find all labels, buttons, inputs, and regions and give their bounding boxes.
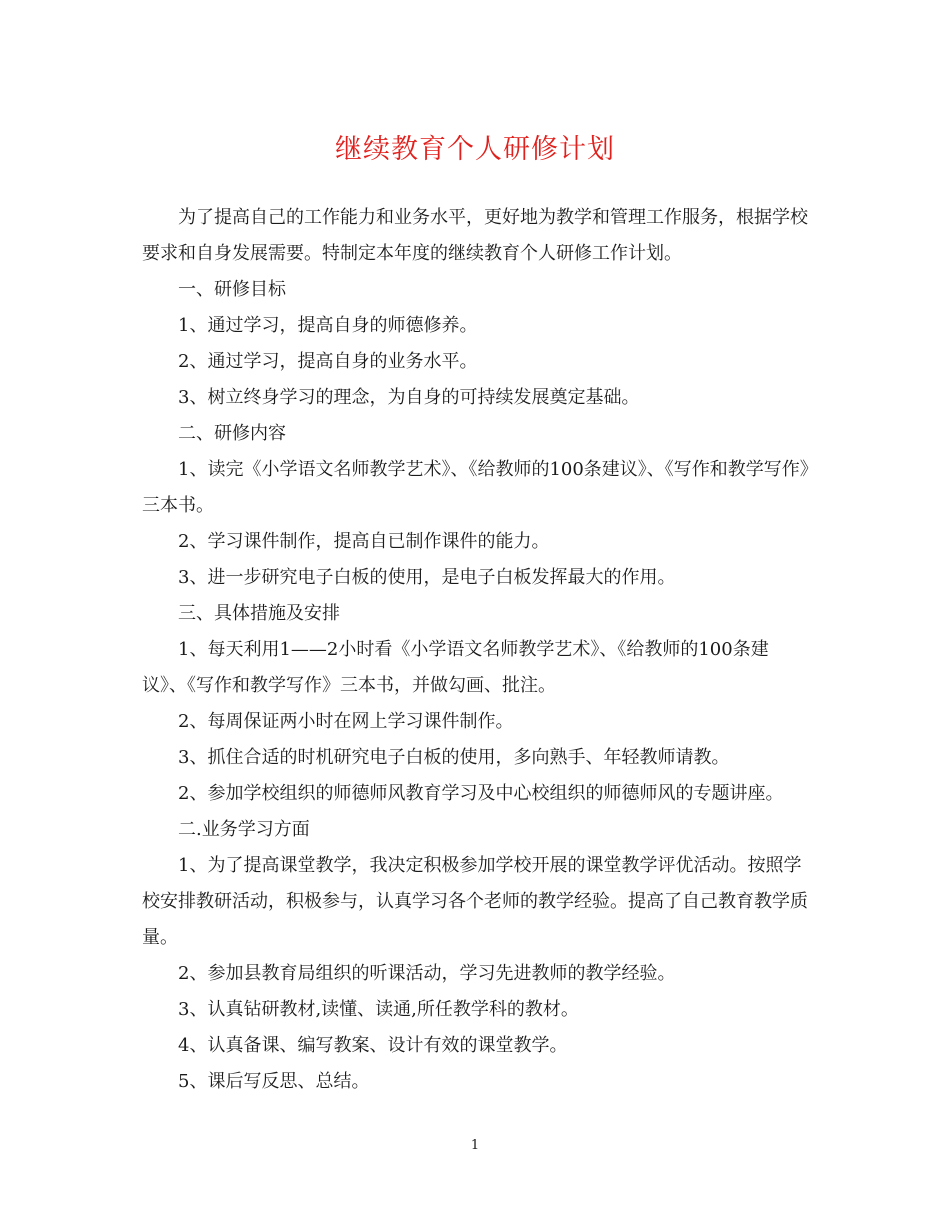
study-item: 4、认真备课、编写教案、设计有效的课堂教学。 [178, 1035, 568, 1056]
page-number: 1 [470, 1138, 480, 1153]
section-heading-goals: 一、研修目标 [178, 279, 286, 300]
study-item: 1、为了提高课堂教学，我决定积极参加学校开展的课堂教学评优活动。按照学校安排教研活动，积极参与，认真学习各个老师的教学经验。提高了自己教育教学质量。 [142, 855, 808, 948]
document-title: 继续教育个人研修计划 [335, 134, 615, 165]
measure-item: 2、每周保证两小时在网上学习课件制作。 [178, 711, 514, 732]
goal-item: 1、通过学习，提高自身的师德修养。 [178, 315, 478, 336]
measure-item: 3、抓住合适的时机研究电子白板的使用，多向熟手、年轻教师请教。 [178, 747, 730, 768]
section-heading-study: 二.业务学习方面 [178, 819, 310, 840]
measure-item: 2、参加学校组织的师德师风教育学习及中心校组织的师德师风的专题讲座。 [178, 783, 784, 804]
section-heading-content: 二、研修内容 [178, 423, 286, 444]
goal-item: 2、通过学习，提高自身的业务水平。 [178, 351, 478, 372]
study-item: 2、参加县教育局组织的听课活动，学习先进教师的教学经验。 [178, 963, 676, 984]
study-item: 5、课后写反思、总结。 [178, 1071, 370, 1092]
paragraph-intro: 为了提高自己的工作能力和业务水平，更好地为教学和管理工作服务，根据学校要求和自身发展需要。特制定本年度的继续教育个人研修工作计划。 [142, 207, 808, 264]
content-item: 1、读完《小学语文名师教学艺术》、《给教师的100条建议》、《写作和教学写作》三本书。 [142, 459, 809, 516]
content-item: 2、学习课件制作，提高自已制作课件的能力。 [178, 531, 550, 552]
document-body [142, 200, 810, 1100]
section-heading-measures: 三、具体措施及安排 [178, 603, 340, 624]
study-item: 3、认真钻研教材,读懂、读通,所任教学科的教材。 [178, 999, 579, 1020]
goal-item: 3、树立终身学习的理念，为自身的可持续发展奠定基础。 [178, 387, 640, 408]
content-item: 3、进一步研究电子白板的使用，是电子白板发挥最大的作用。 [178, 567, 676, 588]
measure-item: 1、每天利用1——2小时看《小学语文名师教学艺术》、《给教师的100条建议》、《写作和教学写作》三本书，并做勾画、批注。 [142, 639, 769, 696]
